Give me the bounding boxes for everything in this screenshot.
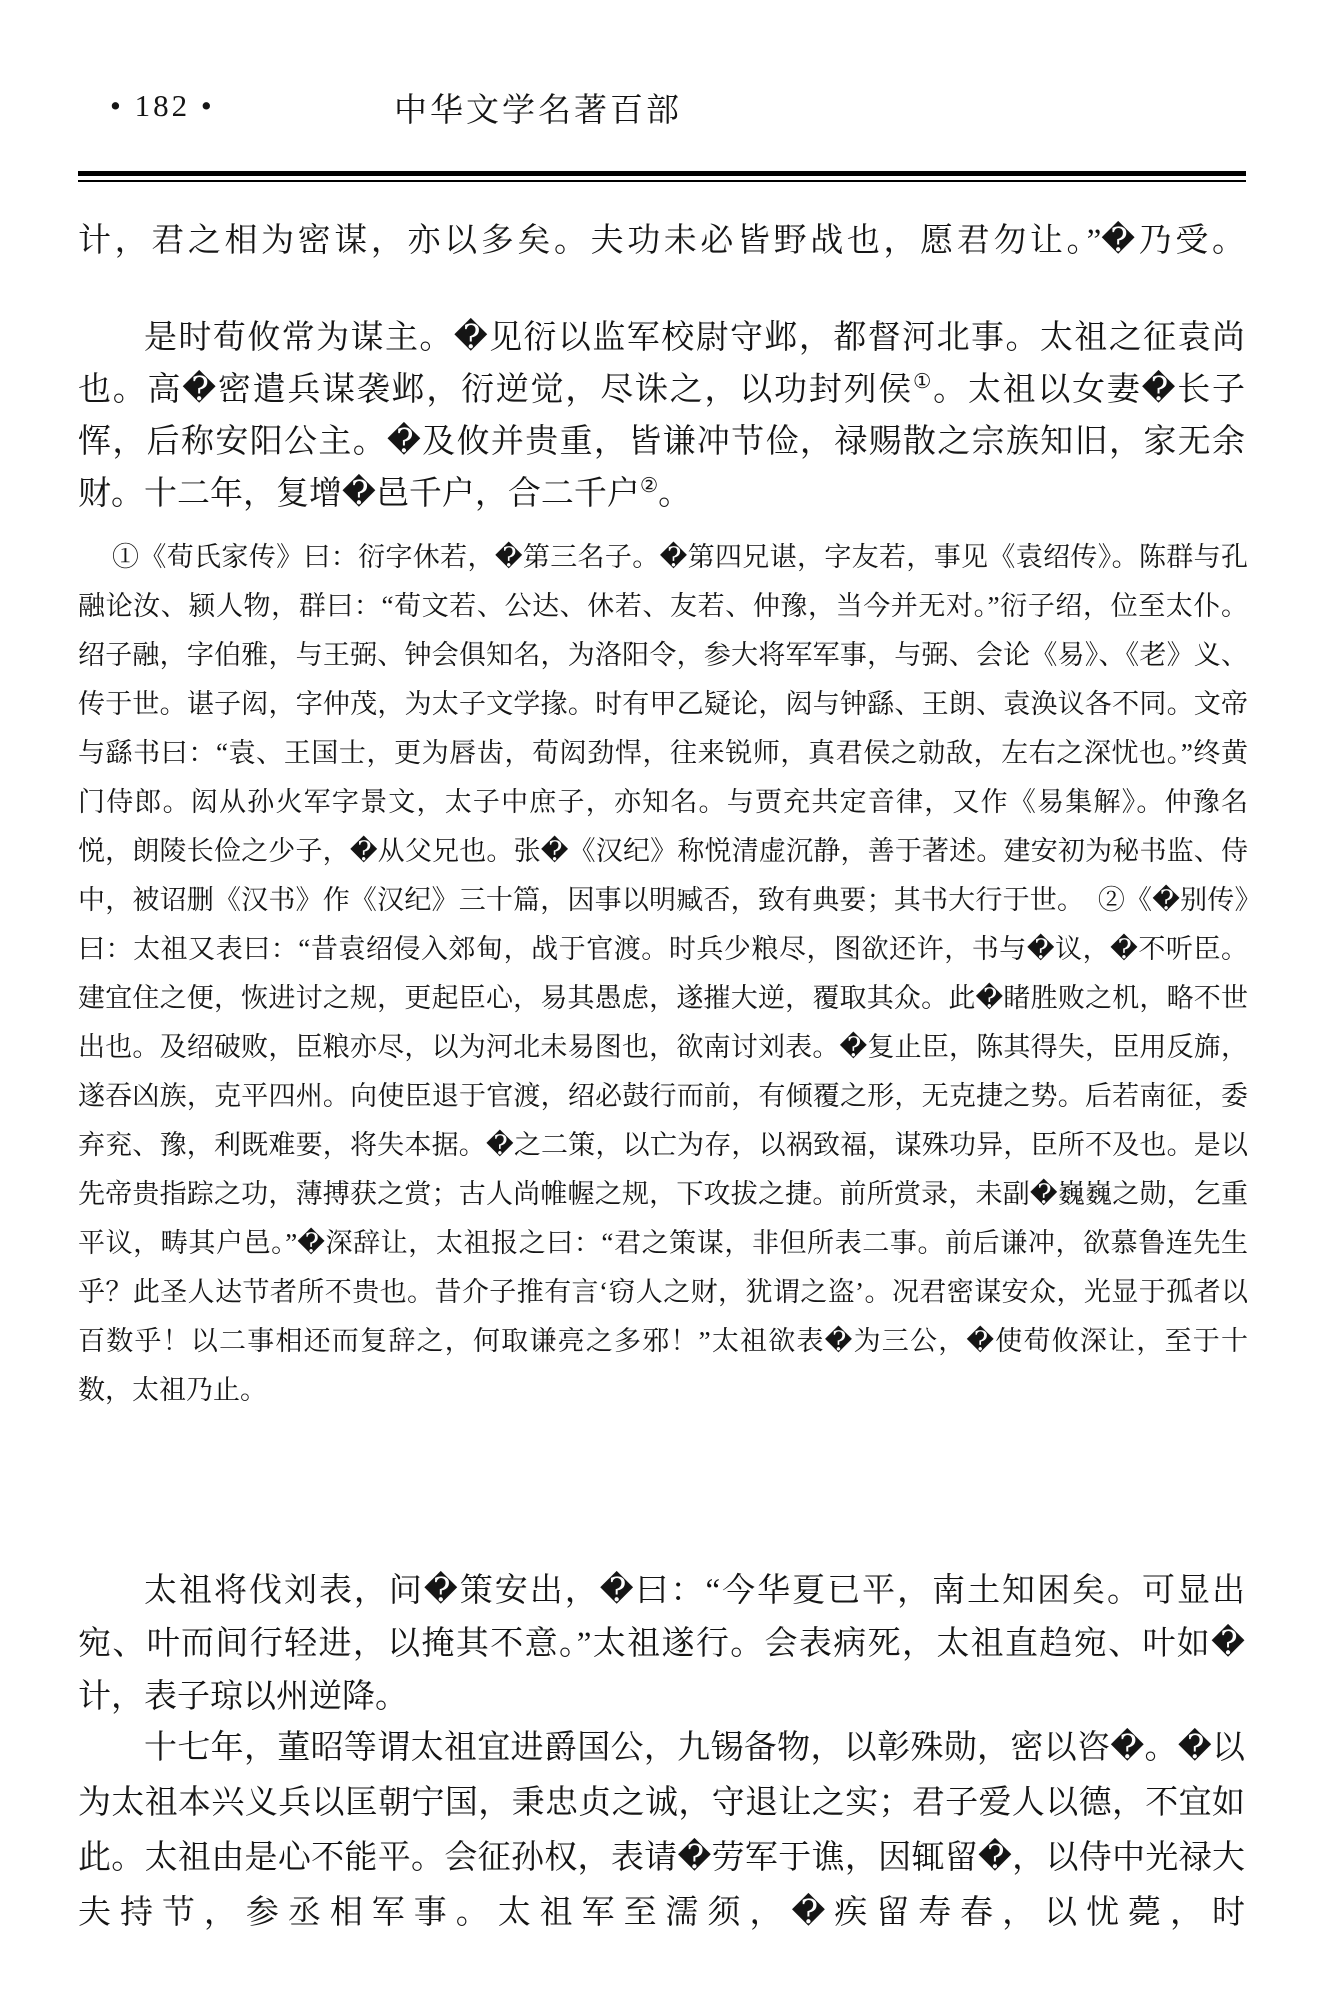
footnote-ref-1: ①	[913, 371, 934, 393]
header-rule-thin	[78, 180, 1246, 182]
annotations-block: ①《荀氏家传》曰：衍字休若，�第三名子。�第四兄谌，字友若，事见《袁绍传》。陈群与孔融论汝、颍人物，群曰：“荀文若、公达、休若、友若、仲豫，当今并无对。”衍子绍，位至太仆。绍子融，字伯雅，与王弼、钟会俱知名，为洛阳令，参大将军军事，与弼、会论《易》、《老》义、传于世。谌子闳，字仲茂，为太子文学掾。时有甲乙疑论，闳与钟繇、王朗、袁涣议各不同。文帝与繇书曰：“袁、王国士，更为唇齿，荀闳劲悍，往来锐师，真君侯之勍敌，左右之深忧也。”终黄门侍郎。闳从孙火军字景文，太子中庶子，亦知名。与贾充共定音律，又作《易集解》。仲豫名悦，朗陵长俭之少子，�从父兄也。张�《汉纪》称悦清虚沉静，善于著述。建安初为秘书监、侍中，被诏删《汉书》作《汉纪》三十篇，因事以明臧否，致有典要；其书大行于世。 ②《�别传》曰：太祖又表曰：“昔袁绍侵入郊甸，战于官渡。时兵少粮尽，图欲还许，书与�议，�不听臣。建宜住之便，恢进讨之规，更起臣心，易其愚虑，遂摧大逆，覆取其众。此�睹胜败之机，略不世出也。及绍破败，臣粮亦尽，以为河北未易图也，欲南讨刘表。�复止臣，陈其得失，臣用反旆，遂吞凶族，克平四州。向使臣退于官渡，绍必鼓行而前，有倾覆之形，无克捷之势。后若南征，委弃兖、豫，利既难要，将失本据。�之二策，以亡为存，以祸致福，谋殊功异，臣所不及也。是以先帝贵指踪之功，薄搏获之赏；古人尚帷幄之规，下攻拔之捷。前所赏录，未副�巍巍之勋，乞重平议，畴其户邑。”�深辞让，太祖报之曰：“君之策谋，非但所表二事。前后谦冲，欲慕鲁连先生乎？此圣人达节者所不贵也。昔介子推有言‘窃人之财，犹谓之盗’。况君密谋安众，光显于孤者以百数乎！以二事相还而复辞之，何取谦亮之多邪！”太祖欲表�为三公，�使荀攸深让，至于十数，太祖乃止。	[78, 542, 1248, 1405]
header-rule-thick	[78, 171, 1246, 176]
footnote-ref-2: ②	[639, 475, 659, 497]
paragraph-liubiao: 太祖将伐刘表，问�策安出，�曰：“今华夏已平，南土知困矣。可显出宛、叶而间行轻进，以掩其不意。”太祖遂行。会表病死，太祖直趋宛、叶如�计，表子琼以州逆降。	[78, 1573, 1245, 1715]
paragraph-xunyou-part3: 。	[658, 476, 692, 512]
paragraph-xunyou-part2: 。太祖以女妻�长子恽，后称安阳公主。�及攸并贵重，皆谦冲节俭，禄赐散之宗族知旧，家无余财。十二年，复增�邑千户，合二千户	[78, 372, 1246, 512]
paragraph-xunyou-part1: 是时荀攸常为谋主。�见衍以监军校尉守邺，都督河北事。太祖之征袁尚也。高�密遣兵谋袭邺，衍逆觉，尽诛之，以功封列侯	[78, 320, 1245, 408]
book-title: 中华文学名著百部	[394, 93, 682, 129]
paragraph-continuation: 计，君之相为密谋，亦以多矣。夫功未必皆野战也，愿君勿让。”�乃受。	[78, 223, 1245, 259]
paragraph-xunyou	[78, 312, 1245, 520]
page-number: • 182 •	[110, 88, 215, 123]
paragraph-dongzhao: 十七年，董昭等谓太祖宜进爵国公，九锡备物，以彰殊勋，密以咨�。�以为太祖本兴义兵以匡朝宁国，秉忠贞之诚，守退让之实；君子爱人以德，不宜如此。太祖由是心不能平。会征孙权，表请�劳军于谯，因辄留�，以侍中光禄大夫持节，参丞相军事。太祖军至濡须，�疾留寿春，以忧薨，时	[78, 1730, 1245, 1931]
